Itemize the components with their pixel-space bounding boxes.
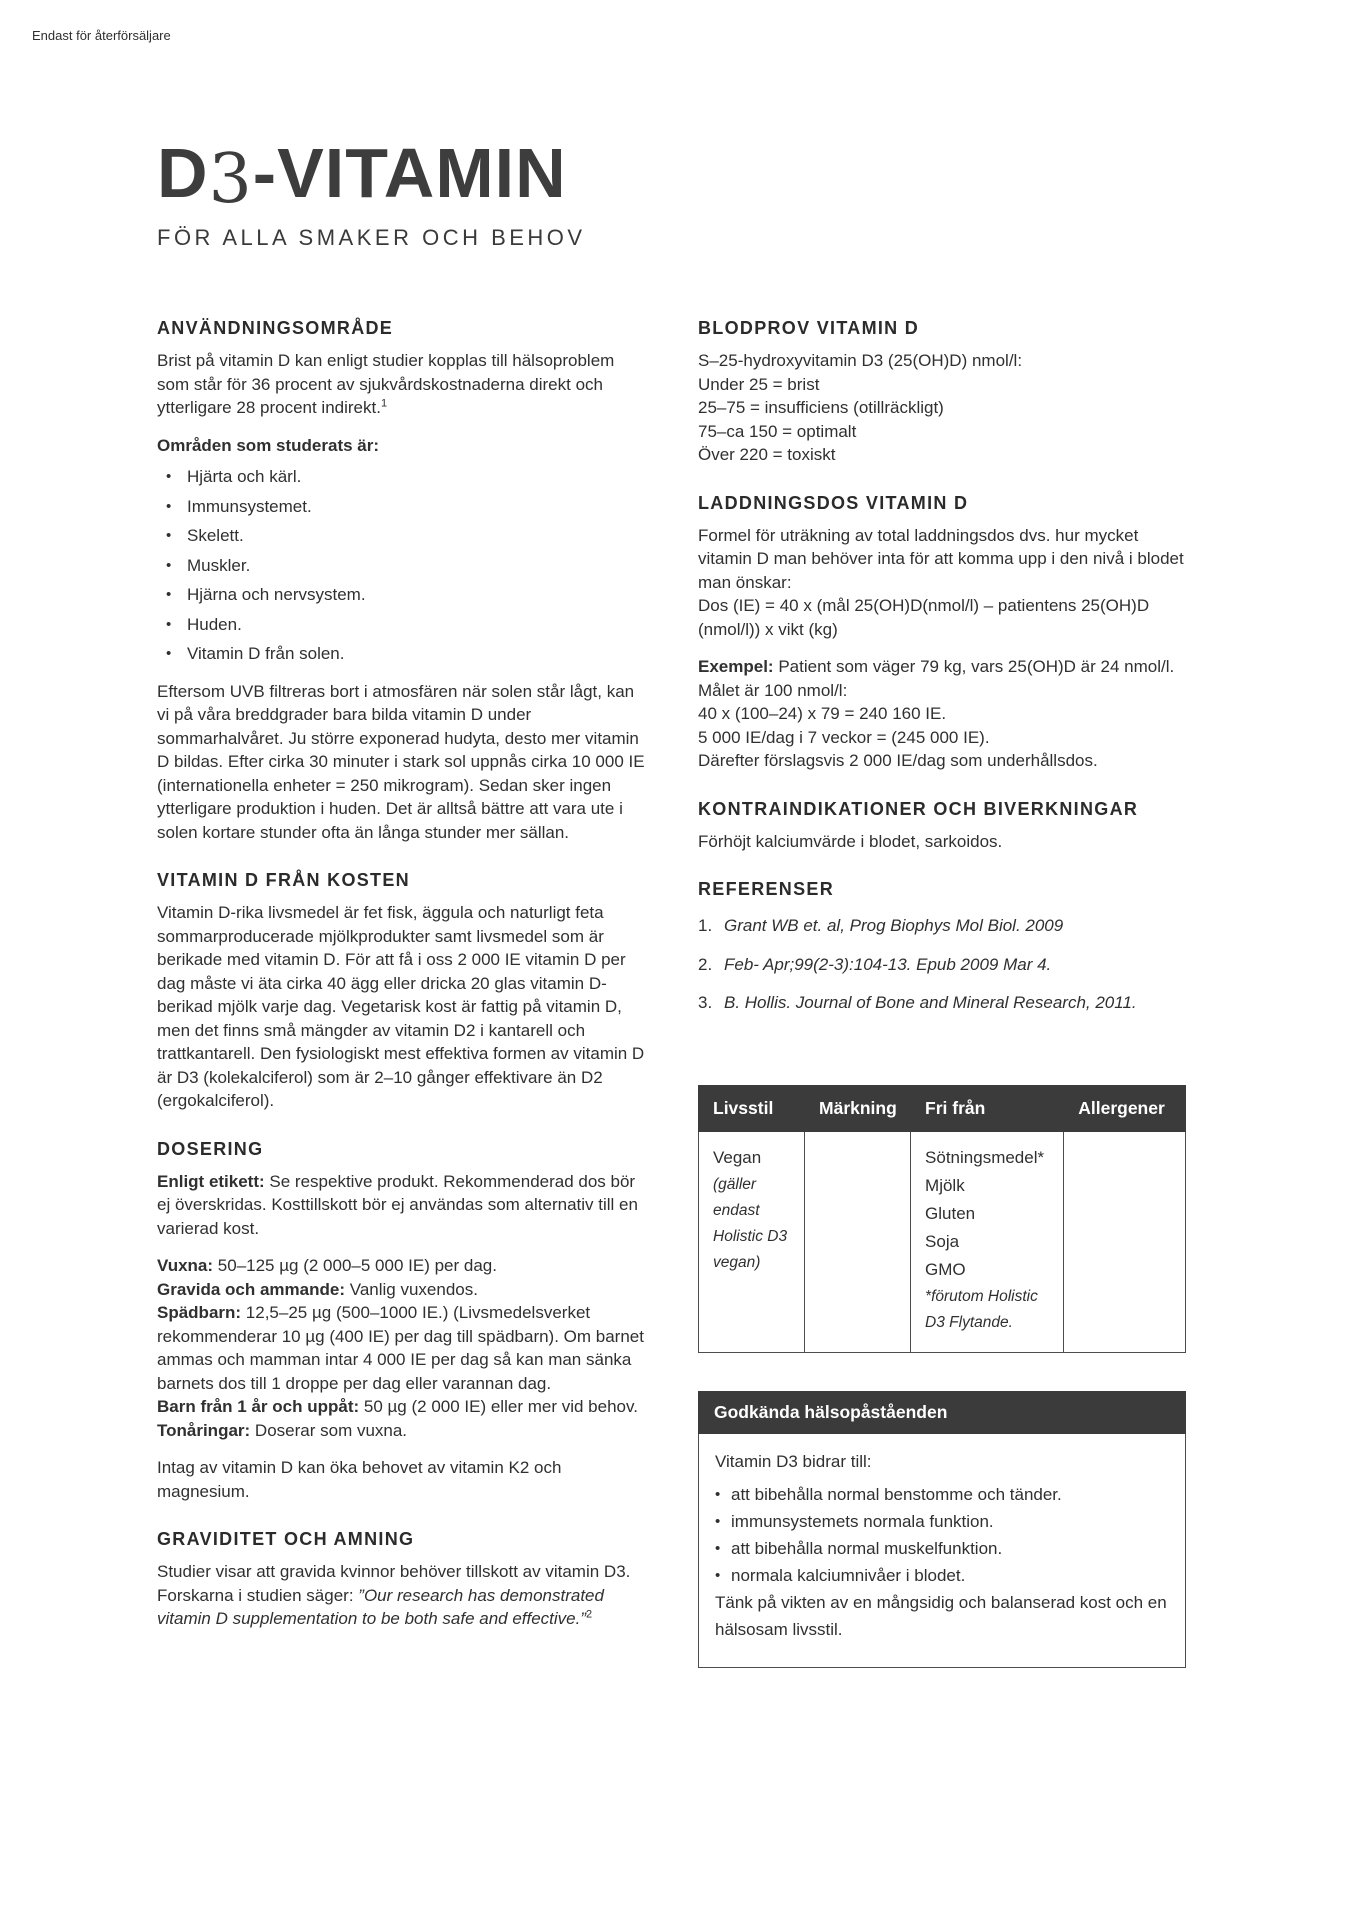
list-item: • Huden.: [157, 613, 649, 637]
dose-label: Barn från 1 år och uppåt:: [157, 1397, 360, 1416]
example-text: Patient som väger 79 kg, vars 25(OH)D är 24 nmol/l. Målet är 100 nmol/l:: [698, 657, 1175, 700]
dose-text: Doserar som vuxna.: [254, 1420, 408, 1440]
table-header-fri-fran: Fri från: [911, 1085, 1064, 1131]
dosage-intro-text: Se respektive produkt. Rekommenderad dos bör ej överskridas. Kosttillskott bör ej användas som alternativ till en varierad kost.: [157, 1171, 638, 1238]
health-claims-box: [698, 1391, 1186, 1668]
retailer-note: Endast för återförsäljare: [32, 28, 171, 43]
contra-text: Förhöjt kalciumvärde i blodet, sarkoidos.: [698, 831, 1003, 851]
dosage-intro-label: Enligt etikett:: [157, 1171, 265, 1191]
dose-line-tonaringar: [157, 1419, 649, 1443]
section-anvandningsomrade: [157, 318, 649, 844]
list-item: • Immunsystemet.: [157, 495, 649, 519]
content-columns: [157, 318, 1186, 1668]
claim-item: • immunsystemets normala funktion.: [715, 1508, 1169, 1535]
section-heading-contra: KONTRAINDIKATIONER OCH BIVERKNINGAR: [698, 798, 1139, 819]
table-header-row: [699, 1085, 1186, 1131]
section-referenser: [698, 879, 1186, 1015]
title-letter-d: D: [157, 134, 209, 212]
loading-formula-intro: Formel för uträkning av total laddningsdos dvs. hur mycket vitamin D man behöver inta för att komma upp i den nivå i blodet man önskar:: [698, 525, 1184, 592]
footnote-mark-2: 2: [586, 1608, 593, 1621]
table-header-allergener: Allergener: [1064, 1085, 1186, 1131]
page-header: [157, 134, 586, 251]
pregnancy-text: Studier visar att gravida kvinnor behöver tillskott av vitamin D3. Forskarna i studien säger:: [157, 1562, 631, 1605]
page-title: [157, 134, 586, 219]
claim-item: • att bibehålla normal benstomme och tänder.: [715, 1481, 1169, 1508]
list-item: • Hjärta och kärl.: [157, 465, 649, 489]
reference-number: 2.: [698, 954, 713, 974]
loading-formula: Dos (IE) = 40 x (mål 25(OH)D(nmol/l) – patientens 25(OH)D (nmol/l)) x vikt (kg): [698, 596, 1150, 639]
dose-text: 50 µg (2 000 IE) eller mer vid behov.: [363, 1397, 638, 1416]
free-from-item: GMO: [925, 1259, 966, 1279]
section-heading-loading: LADDNINGSDOS VITAMIN D: [698, 492, 969, 513]
example-line: Därefter förslagsvis 2 000 IE/dag som underhållsdos.: [698, 751, 1098, 770]
free-from-item: Gluten: [925, 1203, 976, 1223]
reference-text: Feb- Apr;99(2-3):104-13. Epub 2009 Mar 4.: [724, 954, 1052, 974]
example-label: Exempel:: [698, 657, 774, 676]
blood-line: Över 220 = toxiskt: [698, 445, 836, 464]
free-from-item: Mjölk: [925, 1175, 965, 1195]
studied-areas-list: [157, 465, 649, 666]
claim-item: • att bibehålla normal muskelfunktion.: [715, 1535, 1169, 1562]
dose-label: Vuxna:: [157, 1256, 214, 1275]
reference-number: 3.: [698, 993, 713, 1012]
claims-outro: Tänk på vikten av en mångsidig och balanserad kost och en hälsosam livsstil.: [715, 1592, 1167, 1639]
dose-label: Tonåringar:: [157, 1420, 251, 1440]
pregnancy-quote: ”Our research has demonstrated vitamin D supplementation to be both safe and effective.”: [157, 1585, 604, 1628]
free-from-item: Soja: [925, 1231, 960, 1251]
page-subtitle: FÖR ALLA SMAKER OCH BEHOV: [157, 224, 586, 250]
claim-item: • normala kalciumnivåer i blodet.: [715, 1562, 1169, 1589]
table-row: [699, 1131, 1186, 1352]
health-claims-body: [698, 1434, 1186, 1668]
blood-line: 75–ca 150 = optimalt: [698, 421, 857, 441]
product-info-table: [698, 1085, 1186, 1353]
left-column: [157, 318, 649, 1668]
cell-markning: [805, 1131, 911, 1352]
claims-intro: Vitamin D3 bidrar till:: [715, 1451, 872, 1471]
title-rest: -VITAMIN: [252, 134, 567, 212]
lifestyle-note: (gäller endast Holistic D3 vegan): [713, 1175, 788, 1271]
example-line: 5 000 IE/dag i 7 veckor = (245 000 IE).: [698, 727, 990, 747]
section-heading-dosage: DOSERING: [157, 1138, 264, 1159]
usage-intro-text: Brist på vitamin D kan enligt studier kopplas till hälsoproblem som står för 36 procent av sjukvårdskostnaderna direkt och ytterligare 28 procent indirekt.: [157, 351, 615, 417]
list-item: • Vitamin D från solen.: [157, 642, 649, 666]
section-heading-usage: ANVÄNDNINGSOMRÅDE: [157, 318, 394, 338]
health-claims-header: Godkända hälsopåståenden: [698, 1391, 1186, 1434]
section-laddningsdos: [698, 493, 1186, 773]
free-from-item: Sötningsmedel*: [925, 1147, 1045, 1167]
cell-fri-fran: [911, 1131, 1064, 1352]
dose-text: 12,5–25 µg (500–1000 IE.) (Livsmedelsverket rekommenderar 10 µg (400 IE) per dag till spädbarn). Om barnet ammas och mamman intar 4 000 IE per dag så kan man sänka barnets dos till 1 droppe per dag eller varannan dag.: [157, 1303, 644, 1393]
dose-line-vuxna: [157, 1254, 649, 1278]
dose-text: 50–125 µg (2 000–5 000 IE) per dag.: [217, 1256, 497, 1275]
reference-text: B. Hollis. Journal of Bone and Mineral Research, 2011.: [724, 993, 1137, 1012]
section-heading-food: VITAMIN D FRÅN KOSTEN: [157, 870, 410, 890]
free-from-note: *förutom Holistic D3 Flytande.: [925, 1287, 1038, 1331]
blood-line: S–25-hydroxyvitamin D3 (25(OH)D) nmol/l:: [698, 351, 1023, 370]
dosage-intro: [157, 1170, 649, 1241]
list-item: • Skelett.: [157, 524, 649, 548]
table-header-livsstil: Livsstil: [699, 1085, 805, 1131]
right-column: [698, 318, 1186, 1668]
reference-item: [698, 914, 1186, 938]
dose-text: Vanlig vuxendos.: [349, 1279, 478, 1299]
blood-line: Under 25 = brist: [698, 374, 820, 394]
blood-line: 25–75 = insufficiens (otillräckligt): [698, 398, 944, 417]
section-blodprov: [698, 318, 1186, 467]
section-vitamin-d-kosten: [157, 870, 649, 1113]
studied-areas-heading: Områden som studerats är:: [157, 435, 380, 455]
dose-line-gravida: [157, 1278, 649, 1302]
section-heading-blood: BLODPROV VITAMIN D: [698, 318, 920, 338]
dose-line-barn: [157, 1395, 649, 1419]
dose-line-spadbarn: [157, 1301, 649, 1395]
example-paragraph: [698, 655, 1186, 702]
dose-label: Gravida och ammande:: [157, 1279, 346, 1299]
reference-item: [698, 991, 1186, 1015]
pregnancy-paragraph: [157, 1560, 649, 1631]
footnote-mark-1: 1: [380, 397, 388, 410]
table-header-markning: Märkning: [805, 1085, 911, 1131]
section-dosering: [157, 1139, 649, 1504]
sun-paragraph: Eftersom UVB filtreras bort i atmosfären när solen står lågt, kan vi på våra breddgrader bara bilda vitamin D under sommarhalvåret. Ju större exponerad hudyta, desto mer vitamin D bildas. Efter cirka 30 minuter i stark sol uppnås cirka 10 000 IE (internationella enheter = 250 mikrogram). Sedan sker ingen ytterligare produktion i huden. Det är alltså bättre att vara ute i solen kortare stunder ofta än långa stunder mer sällan.: [157, 681, 645, 842]
cell-allergener: [1064, 1131, 1186, 1352]
list-item: • Hjärna och nervsystem.: [157, 583, 649, 607]
cell-livsstil: [699, 1131, 805, 1352]
section-heading-pregnancy: GRAVIDITET OCH AMNING: [157, 1529, 415, 1549]
reference-item: [698, 953, 1186, 977]
section-heading-references: REFERENSER: [698, 879, 835, 899]
title-numeral-3: 3: [208, 140, 253, 219]
section-kontraindikationer: [698, 799, 1186, 854]
list-item: • Muskler.: [157, 554, 649, 578]
section-graviditet: [157, 1529, 649, 1631]
example-line: 40 x (100–24) x 79 = 240 160 IE.: [698, 704, 947, 723]
dose-label: Spädbarn:: [157, 1303, 242, 1322]
reference-text: Grant WB et. al, Prog Biophys Mol Biol. 2009: [724, 916, 1064, 935]
dosage-note: Intag av vitamin D kan öka behovet av vitamin K2 och magnesium.: [157, 1458, 562, 1501]
usage-intro: [157, 349, 649, 420]
lifestyle-value: Vegan: [713, 1147, 762, 1167]
food-paragraph: Vitamin D-rika livsmedel är fet fisk, äggula och naturligt feta sommarproducerade mjölkprodukter samt livsmedel som är berikade med vitamin D. För att få i oss 2 000 IE vitamin D per dag måste vi äta cirka 40 ägg eller dricka 20 glas vitamin D-berikad mjölk varje dag. Vegetarisk kost är fattig på vitamin D, men det finns små mängder av vitamin D2 i kantarell och trattkantarell. Den fysiologiskt mest effektiva formen av vitamin D är D3 (kolekalciferol) som är 2–10 gånger effektivare än D2 (ergokalciferol).: [157, 903, 645, 1110]
reference-number: 1.: [698, 916, 713, 935]
